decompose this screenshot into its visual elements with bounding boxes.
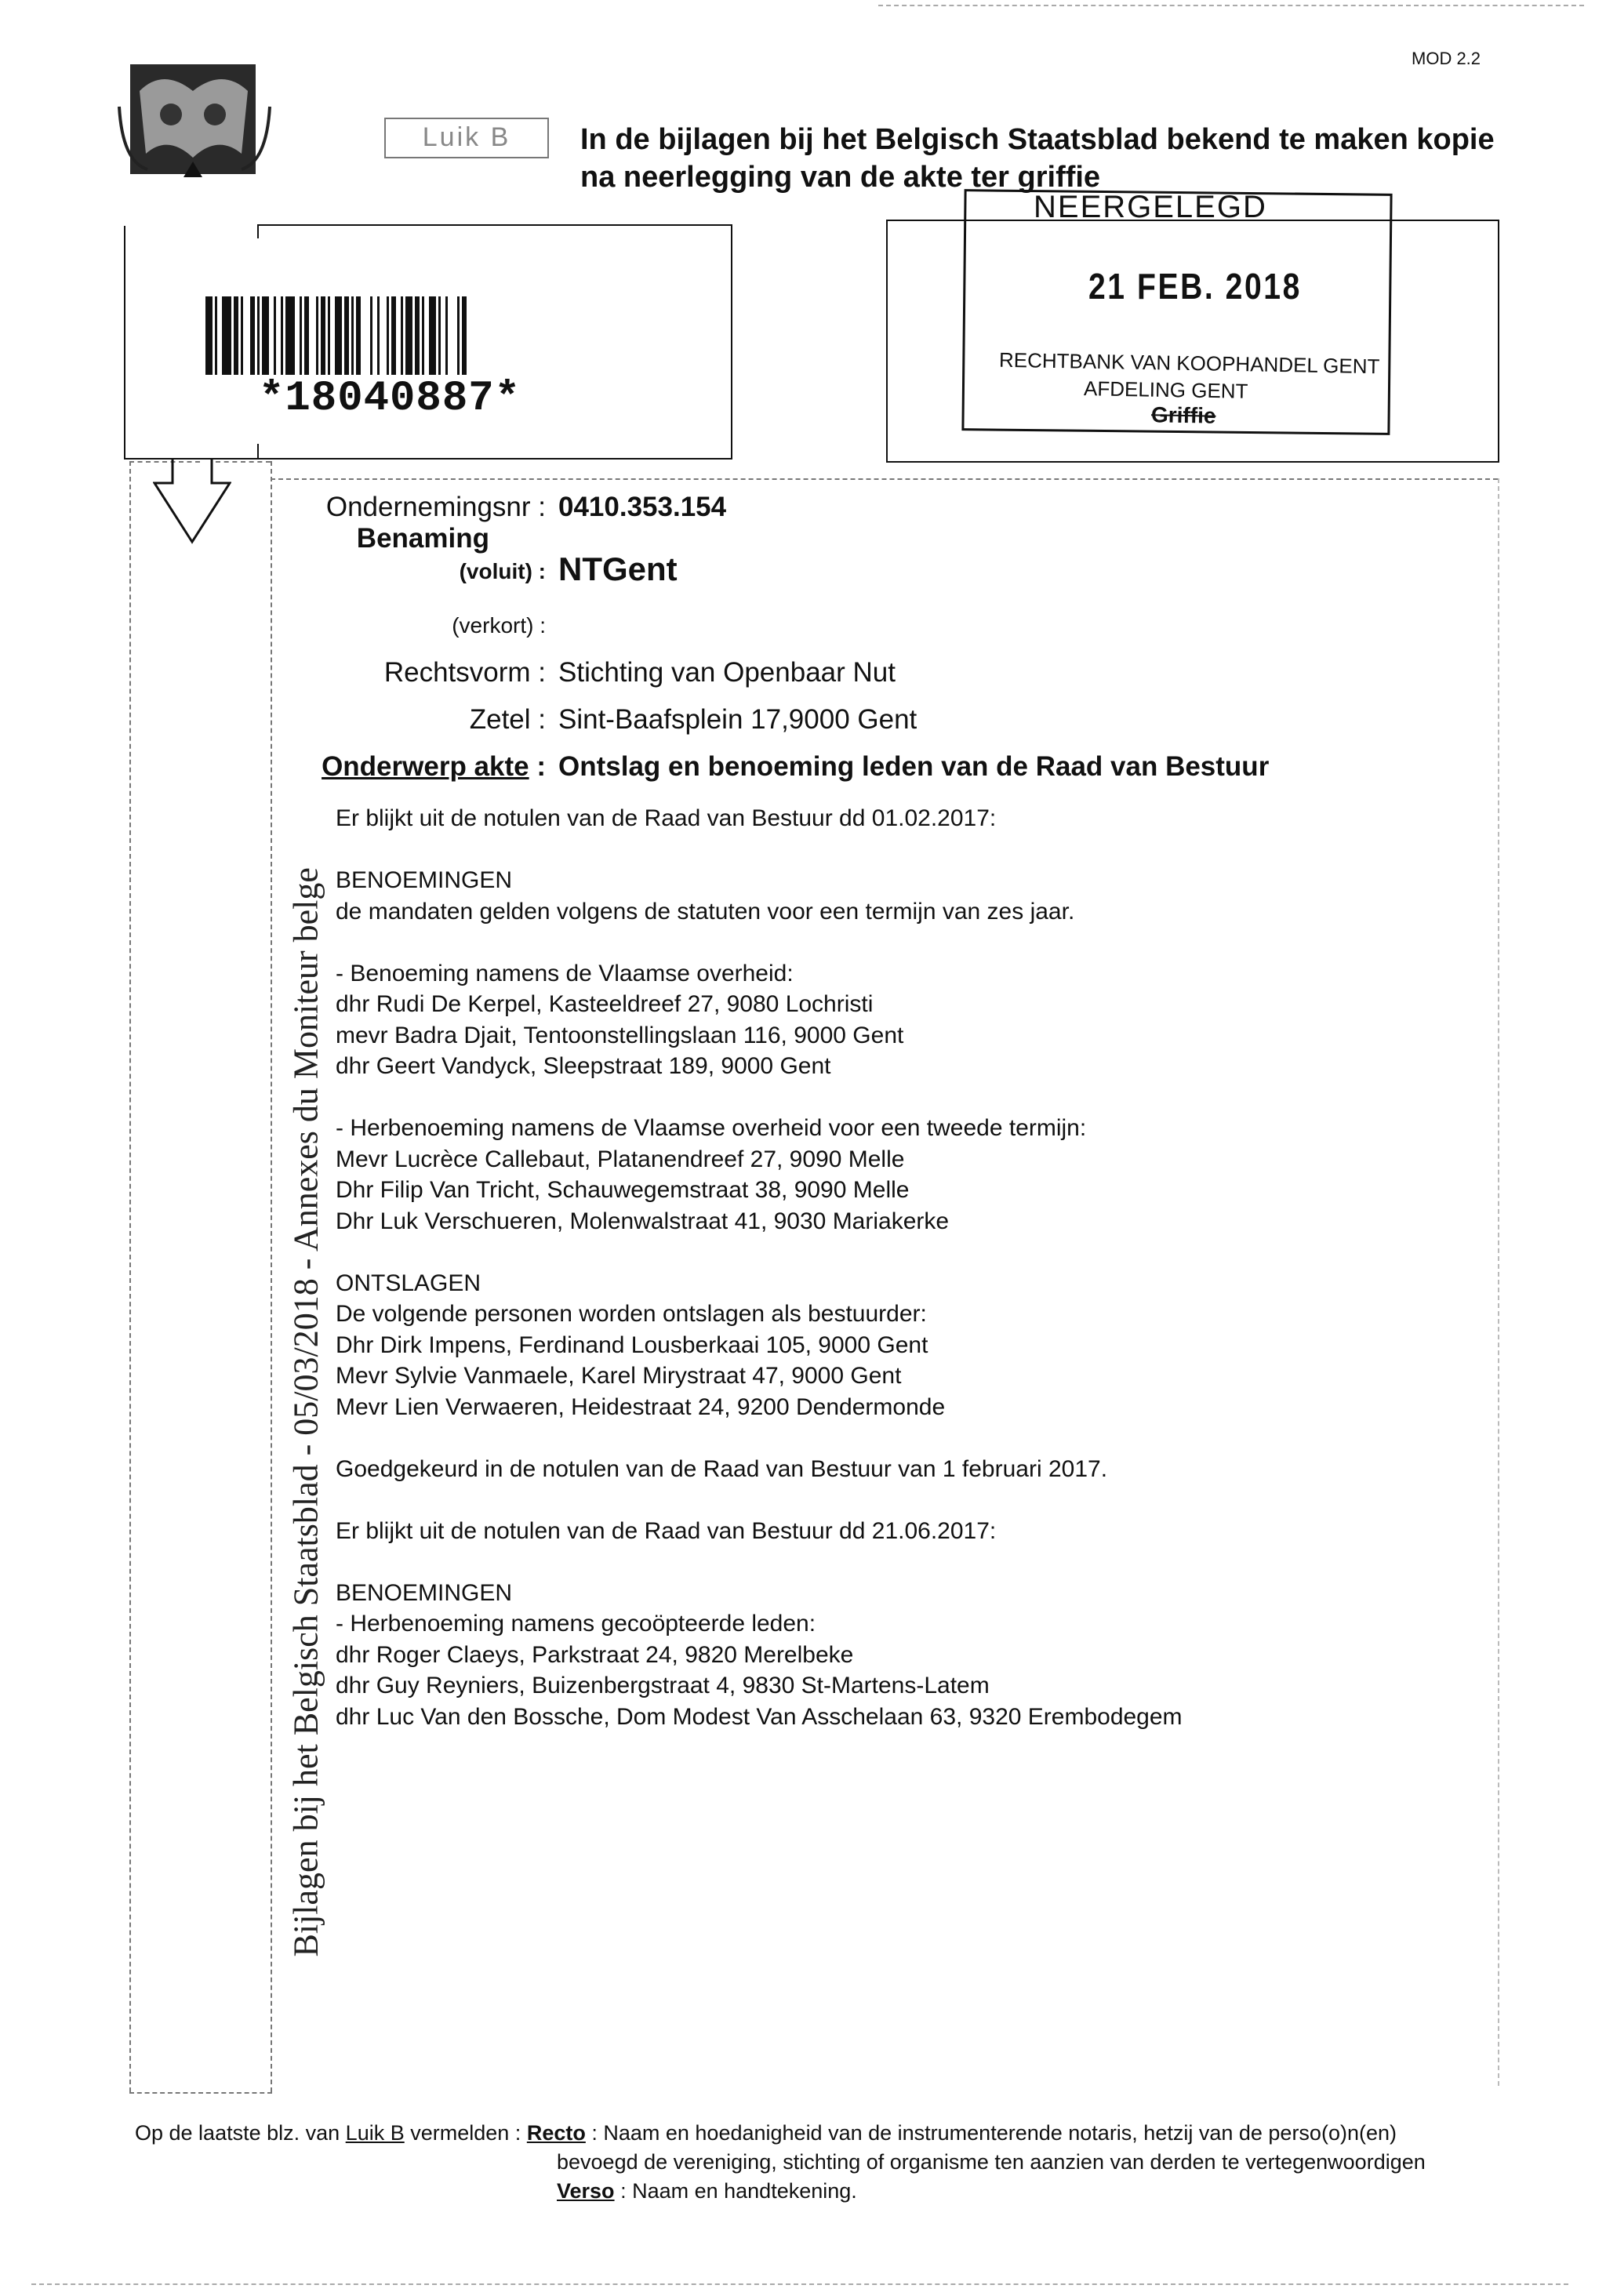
footer-recto-text-2: bevoegd de vereniging, stichting of organisme ten aanzien van derden te vertegenwoordigen (557, 2150, 1426, 2174)
zetel-value: Sint-Baafsplein 17,9000 Gent (558, 704, 917, 735)
luik-b-label: Luik B (384, 118, 549, 158)
barcode-bar (205, 296, 213, 375)
barcode-bar (215, 296, 217, 375)
spacer (336, 1237, 1528, 1268)
spacer (336, 1422, 1528, 1454)
barcode-bar (438, 296, 441, 375)
onderwerp-value: Ontslag en benoeming leden van de Raad van Bestuur (558, 751, 1270, 782)
barcode-bar (281, 296, 283, 375)
herbenoeming-vl-heading: - Herbenoeming namens de Vlaamse overheid voor een tweede termijn: (336, 1115, 1087, 1141)
goedgekeurd: Goedgekeurd in de notulen van de Raad van Bestuur van 1 februari 2017. (336, 1455, 1108, 1482)
list-item: Mevr Sylvie Vanmaele, Karel Mirystraat 47, 9000 Gent (336, 1363, 902, 1389)
footer-vermelden: vermelden : (410, 2121, 521, 2145)
ondernemingsnr-value: 0410.353.154 (558, 492, 727, 522)
footer-line-1 (135, 2119, 1397, 2148)
box-tick-bottom (257, 444, 259, 458)
stamp-date: 21 FEB. 2018 (1088, 266, 1302, 307)
list-item: mevr Badra Djait, Tentoonstellingslaan 116, 9000 Gent (336, 1022, 904, 1048)
barcode-bar (405, 296, 412, 375)
benaming-label: Benaming (356, 523, 489, 554)
voluit-label: (voluit) : (459, 559, 546, 583)
footer-verso-label: Verso (557, 2179, 615, 2203)
stamp-title: NEERGELEGD (1034, 190, 1267, 224)
page-title (580, 121, 1495, 196)
scan-edge-top (878, 5, 1584, 6)
list-item: Mevr Lien Verwaeren, Heidestraat 24, 9200 Dendermonde (336, 1393, 946, 1420)
barcode-bar (391, 296, 396, 375)
rechtsvorm-label: Rechtsvorm : (383, 657, 546, 688)
zetel-label: Zetel : (469, 704, 546, 735)
barcode-bar (422, 296, 424, 375)
frame-bottom (129, 2092, 272, 2094)
spacer (336, 1484, 1528, 1516)
barcode-bar (285, 296, 295, 375)
barcode-bar (415, 296, 420, 375)
list-item: dhr Geert Vandyck, Sleepstraat 189, 9000 Gent (336, 1053, 831, 1079)
box-gap (124, 224, 259, 226)
down-arrow-icon (153, 460, 231, 550)
barcode-number: *18040887* (259, 375, 521, 423)
rechtsvorm-value: Stichting van Openbaar Nut (558, 657, 896, 688)
benoeming-vl-heading: - Benoeming namens de Vlaamse overheid: (336, 960, 794, 986)
list-item: dhr Luc Van den Bossche, Dom Modest Van Asschelaan 63, 9320 Erembodegem (336, 1703, 1183, 1730)
benoemingen-1-heading: BENOEMINGEN (336, 867, 513, 893)
spacer (336, 1082, 1528, 1113)
scan-edge-bottom (31, 2283, 1568, 2285)
onderwerp-label (296, 751, 546, 783)
barcode-bar (401, 296, 403, 375)
barcode-bar (234, 296, 238, 375)
barcode-bar (462, 296, 467, 375)
title-line-2: na neerlegging van de akte ter griffie (580, 161, 1101, 194)
frame-left (129, 461, 131, 2092)
deed-body (336, 803, 1528, 1732)
barcode-bar (300, 296, 302, 375)
barcode-bar (316, 296, 318, 375)
footer-verso-text: : Naam en handtekening. (620, 2179, 857, 2203)
mod-code: MOD 2.2 (1412, 49, 1481, 68)
staatsblad-logo-icon (116, 60, 273, 193)
intro-1: Er blijkt uit de notulen van de Raad van Bestuur dd 01.02.2017: (336, 805, 997, 831)
verkort-label: (verkort) : (452, 613, 546, 638)
footer-recto-text: : Naam en hoedanigheid van de instrumenterende notaris, hetzij van de perso(o)n(en) (591, 2121, 1397, 2145)
barcode-bar (429, 296, 436, 375)
voluit-value: NTGent (558, 550, 678, 587)
barcode-bar (222, 296, 231, 375)
footer-recto-label: Recto (526, 2121, 586, 2145)
benoemingen-2-heading: BENOEMINGEN (336, 1579, 513, 1606)
spacer (336, 834, 1528, 866)
barcode-icon (205, 296, 587, 384)
barcode-bar (457, 296, 460, 375)
title-line-1: In de bijlagen bij het Belgisch Staatsblad bekend te maken kopie (580, 123, 1495, 156)
barcode-bar (377, 296, 380, 375)
barcode-bar (351, 296, 354, 375)
list-item: Mevr Lucrèce Callebaut, Platanendreef 27, 9090 Melle (336, 1146, 905, 1172)
ondernemingsnr-label: Ondernemingsnr : (325, 492, 546, 522)
barcode-bar (445, 296, 448, 375)
barcode-bar (335, 296, 342, 375)
frame-inner (271, 461, 272, 2092)
footer-line-3 (557, 2177, 857, 2206)
list-item: dhr Rudi De Kerpel, Kasteeldreef 27, 9080 Lochristi (336, 991, 874, 1017)
spacer (336, 927, 1528, 958)
ontslagen-heading: ONTSLAGEN (336, 1270, 481, 1296)
barcode-bar (304, 296, 309, 375)
box-tick-top (257, 224, 259, 238)
barcode-bar (241, 296, 243, 375)
stamp-court: RECHTBANK VAN KOOPHANDEL GENT (998, 347, 1380, 379)
barcode-bar (356, 296, 361, 375)
side-vertical-text: Bijlagen bij het Belgisch Staatsblad - 05/03/2018 - Annexes du Moniteur belge (286, 867, 325, 1957)
barcode-bar (344, 296, 349, 375)
barcode-bar (370, 296, 372, 375)
barcode-bar (321, 296, 325, 375)
barcode-bar (262, 296, 269, 375)
spacer (336, 1546, 1528, 1578)
barcode-bar (387, 296, 389, 375)
footer-prefix: Op de laatste blz. van (135, 2121, 340, 2145)
benoemingen-1-text: de mandaten gelden volgens de statuten voor een termijn van zes jaar. (336, 898, 1075, 925)
intro-2: Er blijkt uit de notulen van de Raad van Bestuur dd 21.06.2017: (336, 1517, 997, 1544)
herbenoeming-gec-heading: - Herbenoeming namens gecoöpteerde leden: (336, 1611, 816, 1637)
list-item: Dhr Filip Van Tricht, Schauwegemstraat 38, 9090 Melle (336, 1177, 910, 1203)
barcode-bar (274, 296, 276, 375)
list-item: dhr Roger Claeys, Parkstraat 24, 9820 Merelbeke (336, 1641, 854, 1668)
barcode-bar (250, 296, 255, 375)
stamp-division: AFDELING GENT (1083, 376, 1248, 403)
stamp-griffie: Griffie (1150, 402, 1216, 428)
barcode-bar (257, 296, 260, 375)
list-item: dhr Guy Reyniers, Buizenbergstraat 4, 9830 St-Martens-Latem (336, 1673, 990, 1698)
list-item: Dhr Dirk Impens, Ferdinand Lousberkaai 105, 9000 Gent (336, 1331, 928, 1358)
onderwerp-label-text: Onderwerp akte (322, 751, 529, 782)
onderwerp-colon: : (536, 751, 546, 782)
barcode-bar (328, 296, 330, 375)
footer-luik-b: Luik B (345, 2121, 405, 2145)
list-item: Dhr Luk Verschueren, Molenwalstraat 41, 9030 Mariakerke (336, 1208, 950, 1234)
ontslagen-intro: De volgende personen worden ontslagen als bestuurder: (336, 1301, 927, 1327)
frame-top-right (271, 478, 1498, 480)
